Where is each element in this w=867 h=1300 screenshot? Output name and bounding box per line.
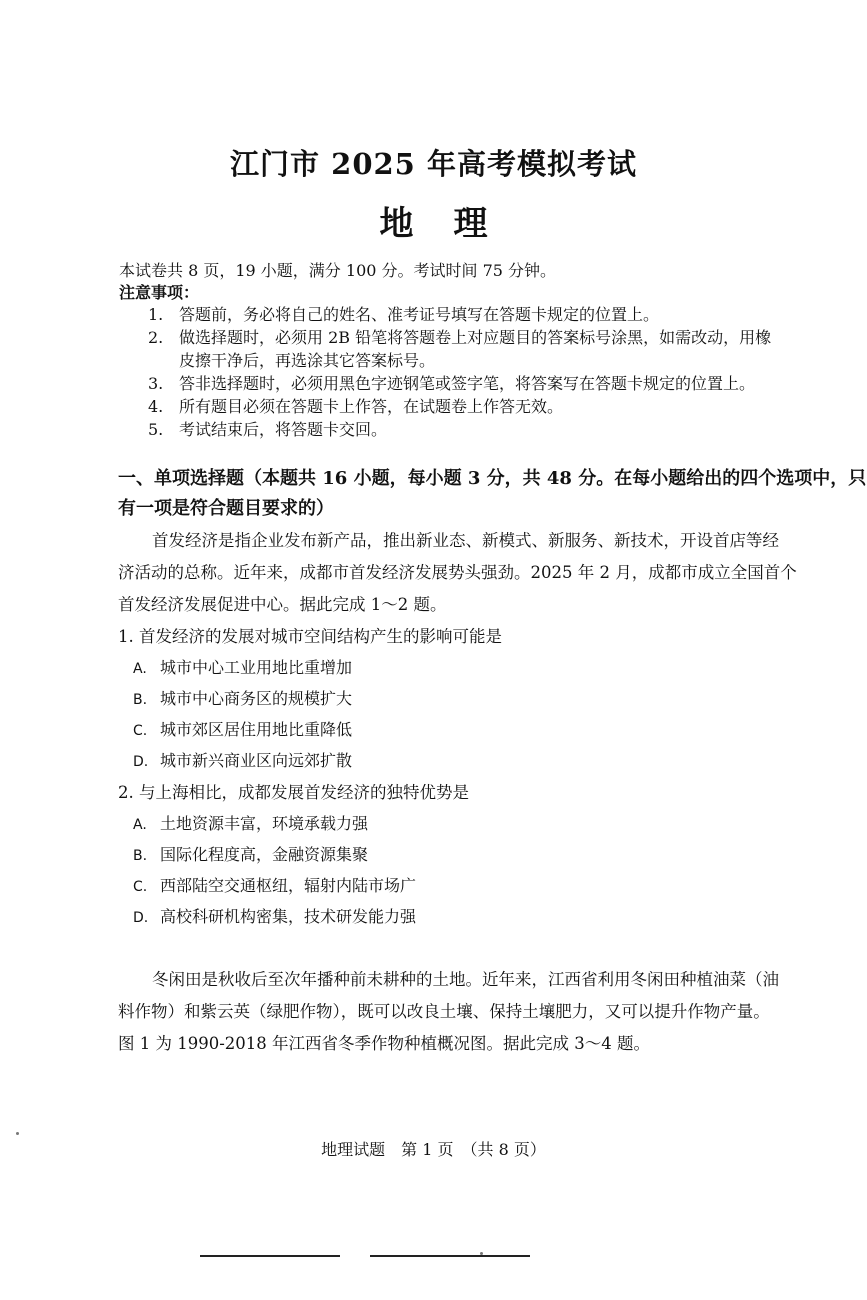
option-text: 土地资源丰富，环境承载力强 bbox=[160, 814, 369, 833]
question-1-option-d bbox=[133, 748, 352, 771]
option-letter: B. bbox=[133, 692, 148, 708]
passage-2-line: 料作物）和紫云英（绿肥作物），既可以改良土壤、保持土壤肥力，又可以提升作物产量。 bbox=[118, 1002, 770, 1021]
passage-1-line: 首发经济是指企业发布新产品，推出新业态、新模式、新服务、新技术，开设首店等经 bbox=[152, 531, 779, 550]
page-footer: 地理试题 第 1 页 （共 8 页） bbox=[321, 1140, 546, 1159]
question-2-option-d bbox=[133, 904, 416, 927]
option-letter: C. bbox=[133, 879, 148, 895]
notice-item-1 bbox=[148, 302, 659, 325]
notice-item-3 bbox=[148, 371, 755, 394]
passage-1-line: 济活动的总称。近年来，成都市首发经济发展势头强劲。2025 年 2 月，成都市成立全国首个 bbox=[118, 563, 797, 582]
question-1-option-a bbox=[133, 655, 352, 678]
scan-edge-line bbox=[200, 1255, 340, 1257]
option-text: 城市中心商务区的规模扩大 bbox=[160, 689, 353, 708]
notice-item-2 bbox=[148, 325, 771, 348]
notice-item-number: 3. bbox=[148, 374, 164, 393]
option-text: 城市郊区居住用地比重降低 bbox=[160, 720, 353, 739]
question-2-option-a bbox=[133, 811, 368, 834]
question-1-option-b bbox=[133, 686, 352, 709]
option-letter: C. bbox=[133, 723, 148, 739]
notice-item-number: 2. bbox=[148, 328, 164, 347]
question-1-option-c bbox=[133, 717, 352, 740]
notice-item-text: 答非选择题时，必须用黑色字迹钢笔或签字笔，将答案写在答题卡规定的位置上。 bbox=[179, 374, 756, 393]
notice-item-text: 做选择题时，必须用 2B 铅笔将答题卷上对应题目的答案标号涂黑，如需改动，用橡 bbox=[179, 328, 772, 347]
notice-item-text: 考试结束后，将答题卡交回。 bbox=[179, 420, 388, 439]
passage-1-line: 首发经济发展促进中心。据此完成 1～2 题。 bbox=[118, 595, 447, 614]
subject-title: 地理 bbox=[379, 204, 528, 244]
notice-item-number: 4. bbox=[148, 397, 164, 416]
option-letter: D. bbox=[133, 910, 149, 926]
option-letter: D. bbox=[133, 754, 149, 770]
option-letter: A. bbox=[133, 817, 147, 833]
exam-title: 江门市 2025 年高考模拟考试 bbox=[230, 147, 637, 181]
notice-item-2-cont: 皮擦干净后，再选涂其它答案标号。 bbox=[179, 351, 436, 370]
option-letter: A. bbox=[133, 661, 147, 677]
option-text: 城市中心工业用地比重增加 bbox=[160, 658, 353, 677]
passage-2-line: 冬闲田是秋收后至次年播种前未耕种的土地。近年来，江西省利用冬闲田种植油菜（油 bbox=[152, 970, 779, 989]
notice-item-number: 5. bbox=[148, 420, 164, 439]
option-text: 国际化程度高，金融资源集聚 bbox=[160, 845, 369, 864]
notice-item-number: 1. bbox=[148, 305, 164, 324]
option-letter: B. bbox=[133, 848, 148, 864]
exam-intro: 本试卷共 8 页，19 小题，满分 100 分。考试时间 75 分钟。 bbox=[119, 261, 557, 280]
notice-item-text: 答题前，务必将自己的姓名、准考证号填写在答题卡规定的位置上。 bbox=[179, 305, 660, 324]
question-2-option-b bbox=[133, 842, 368, 865]
option-text: 城市新兴商业区向远郊扩散 bbox=[160, 751, 353, 770]
notice-item-text: 所有题目必须在答题卡上作答，在试题卷上作答无效。 bbox=[179, 397, 564, 416]
option-text: 西部陆空交通枢纽，辐射内陆市场广 bbox=[160, 876, 417, 895]
question-1-stem: 1. 首发经济的发展对城市空间结构产生的影响可能是 bbox=[118, 627, 502, 646]
notice-item-5 bbox=[148, 417, 387, 440]
notice-heading: 注意事项： bbox=[119, 283, 200, 302]
section-heading: 一、单项选择题（本题共 16 小题，每小题 3 分，共 48 分。在每小题给出的四个选项中，只 bbox=[118, 468, 867, 489]
option-text: 高校科研机构密集，技术研发能力强 bbox=[160, 907, 417, 926]
scan-speck bbox=[16, 1132, 19, 1135]
passage-2-line: 图 1 为 1990-2018 年江西省冬季作物种植概况图。据此完成 3～4 题。 bbox=[118, 1034, 651, 1053]
question-2-stem: 2. 与上海相比，成都发展首发经济的独特优势是 bbox=[118, 783, 469, 802]
notice-item-4 bbox=[148, 394, 563, 417]
scan-edge-line bbox=[370, 1255, 530, 1257]
question-2-option-c bbox=[133, 873, 416, 896]
scan-speck bbox=[480, 1252, 483, 1255]
section-heading-cont: 有一项是符合题目要求的） bbox=[118, 498, 334, 519]
